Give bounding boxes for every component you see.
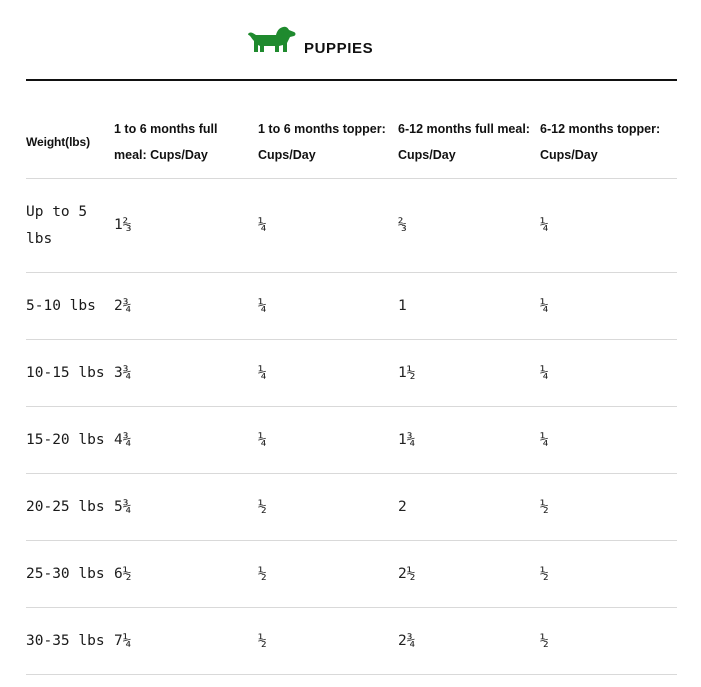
- weight-cell: Up to 5 lbs: [26, 179, 114, 273]
- table-cell: ½: [540, 608, 677, 675]
- dog-icon: [246, 25, 298, 55]
- table-cell: 6½: [114, 541, 258, 608]
- weight-cell: 10-15 lbs: [26, 340, 114, 407]
- weight-cell: 20-25 lbs: [26, 474, 114, 541]
- column-header-1-6-full-meal: 1 to 6 months full meal: Cups/Day: [114, 106, 258, 179]
- table-row: [26, 407, 677, 474]
- table-cell: 2¾: [114, 273, 258, 340]
- table-cell: ¼: [540, 340, 677, 407]
- weight-cell: 5-10 lbs: [26, 273, 114, 340]
- table-cell: ¼: [258, 179, 398, 273]
- table-cell: 2: [398, 474, 540, 541]
- table-cell: ½: [258, 608, 398, 675]
- weight-cell: 30-35 lbs: [26, 608, 114, 675]
- table-cell: 5¾: [114, 474, 258, 541]
- column-header-6-12-topper: 6-12 months topper: Cups/Day: [540, 106, 677, 179]
- table-row: [26, 273, 677, 340]
- section-header: [246, 25, 373, 55]
- weight-cell: 15-20 lbs: [26, 407, 114, 474]
- header-divider: [26, 79, 677, 81]
- weight-cell: 25-30 lbs: [26, 541, 114, 608]
- table-row: [26, 541, 677, 608]
- table-cell: ⅔: [398, 179, 540, 273]
- feeding-chart-table: [26, 106, 677, 675]
- table-cell: 7¼: [114, 608, 258, 675]
- table-cell: 4¾: [114, 407, 258, 474]
- table-cell: ¼: [258, 407, 398, 474]
- table-cell: ½: [258, 541, 398, 608]
- table-cell: ½: [540, 474, 677, 541]
- table-cell: 2¾: [398, 608, 540, 675]
- column-header-weight: Weight(lbs): [26, 106, 114, 179]
- table-cell: 1⅔: [114, 179, 258, 273]
- table-cell: ¼: [540, 179, 677, 273]
- table-cell: ¼: [258, 273, 398, 340]
- table-cell: 3¾: [114, 340, 258, 407]
- column-header-1-6-topper: 1 to 6 months topper: Cups/Day: [258, 106, 398, 179]
- table-cell: ¼: [540, 273, 677, 340]
- column-header-6-12-full-meal: 6-12 months full meal: Cups/Day: [398, 106, 540, 179]
- table-cell: 1½: [398, 340, 540, 407]
- table-header-row: [26, 106, 677, 179]
- table-row: [26, 179, 677, 273]
- table-cell: ½: [258, 474, 398, 541]
- table-row: [26, 608, 677, 675]
- table-cell: 2½: [398, 541, 540, 608]
- table-cell: 1¾: [398, 407, 540, 474]
- table-cell: ½: [540, 541, 677, 608]
- page-title: PUPPIES: [304, 39, 374, 57]
- table-cell: ¼: [540, 407, 677, 474]
- table-row: [26, 340, 677, 407]
- table-row: [26, 474, 677, 541]
- table-cell: ¼: [258, 340, 398, 407]
- table-cell: 1: [398, 273, 540, 340]
